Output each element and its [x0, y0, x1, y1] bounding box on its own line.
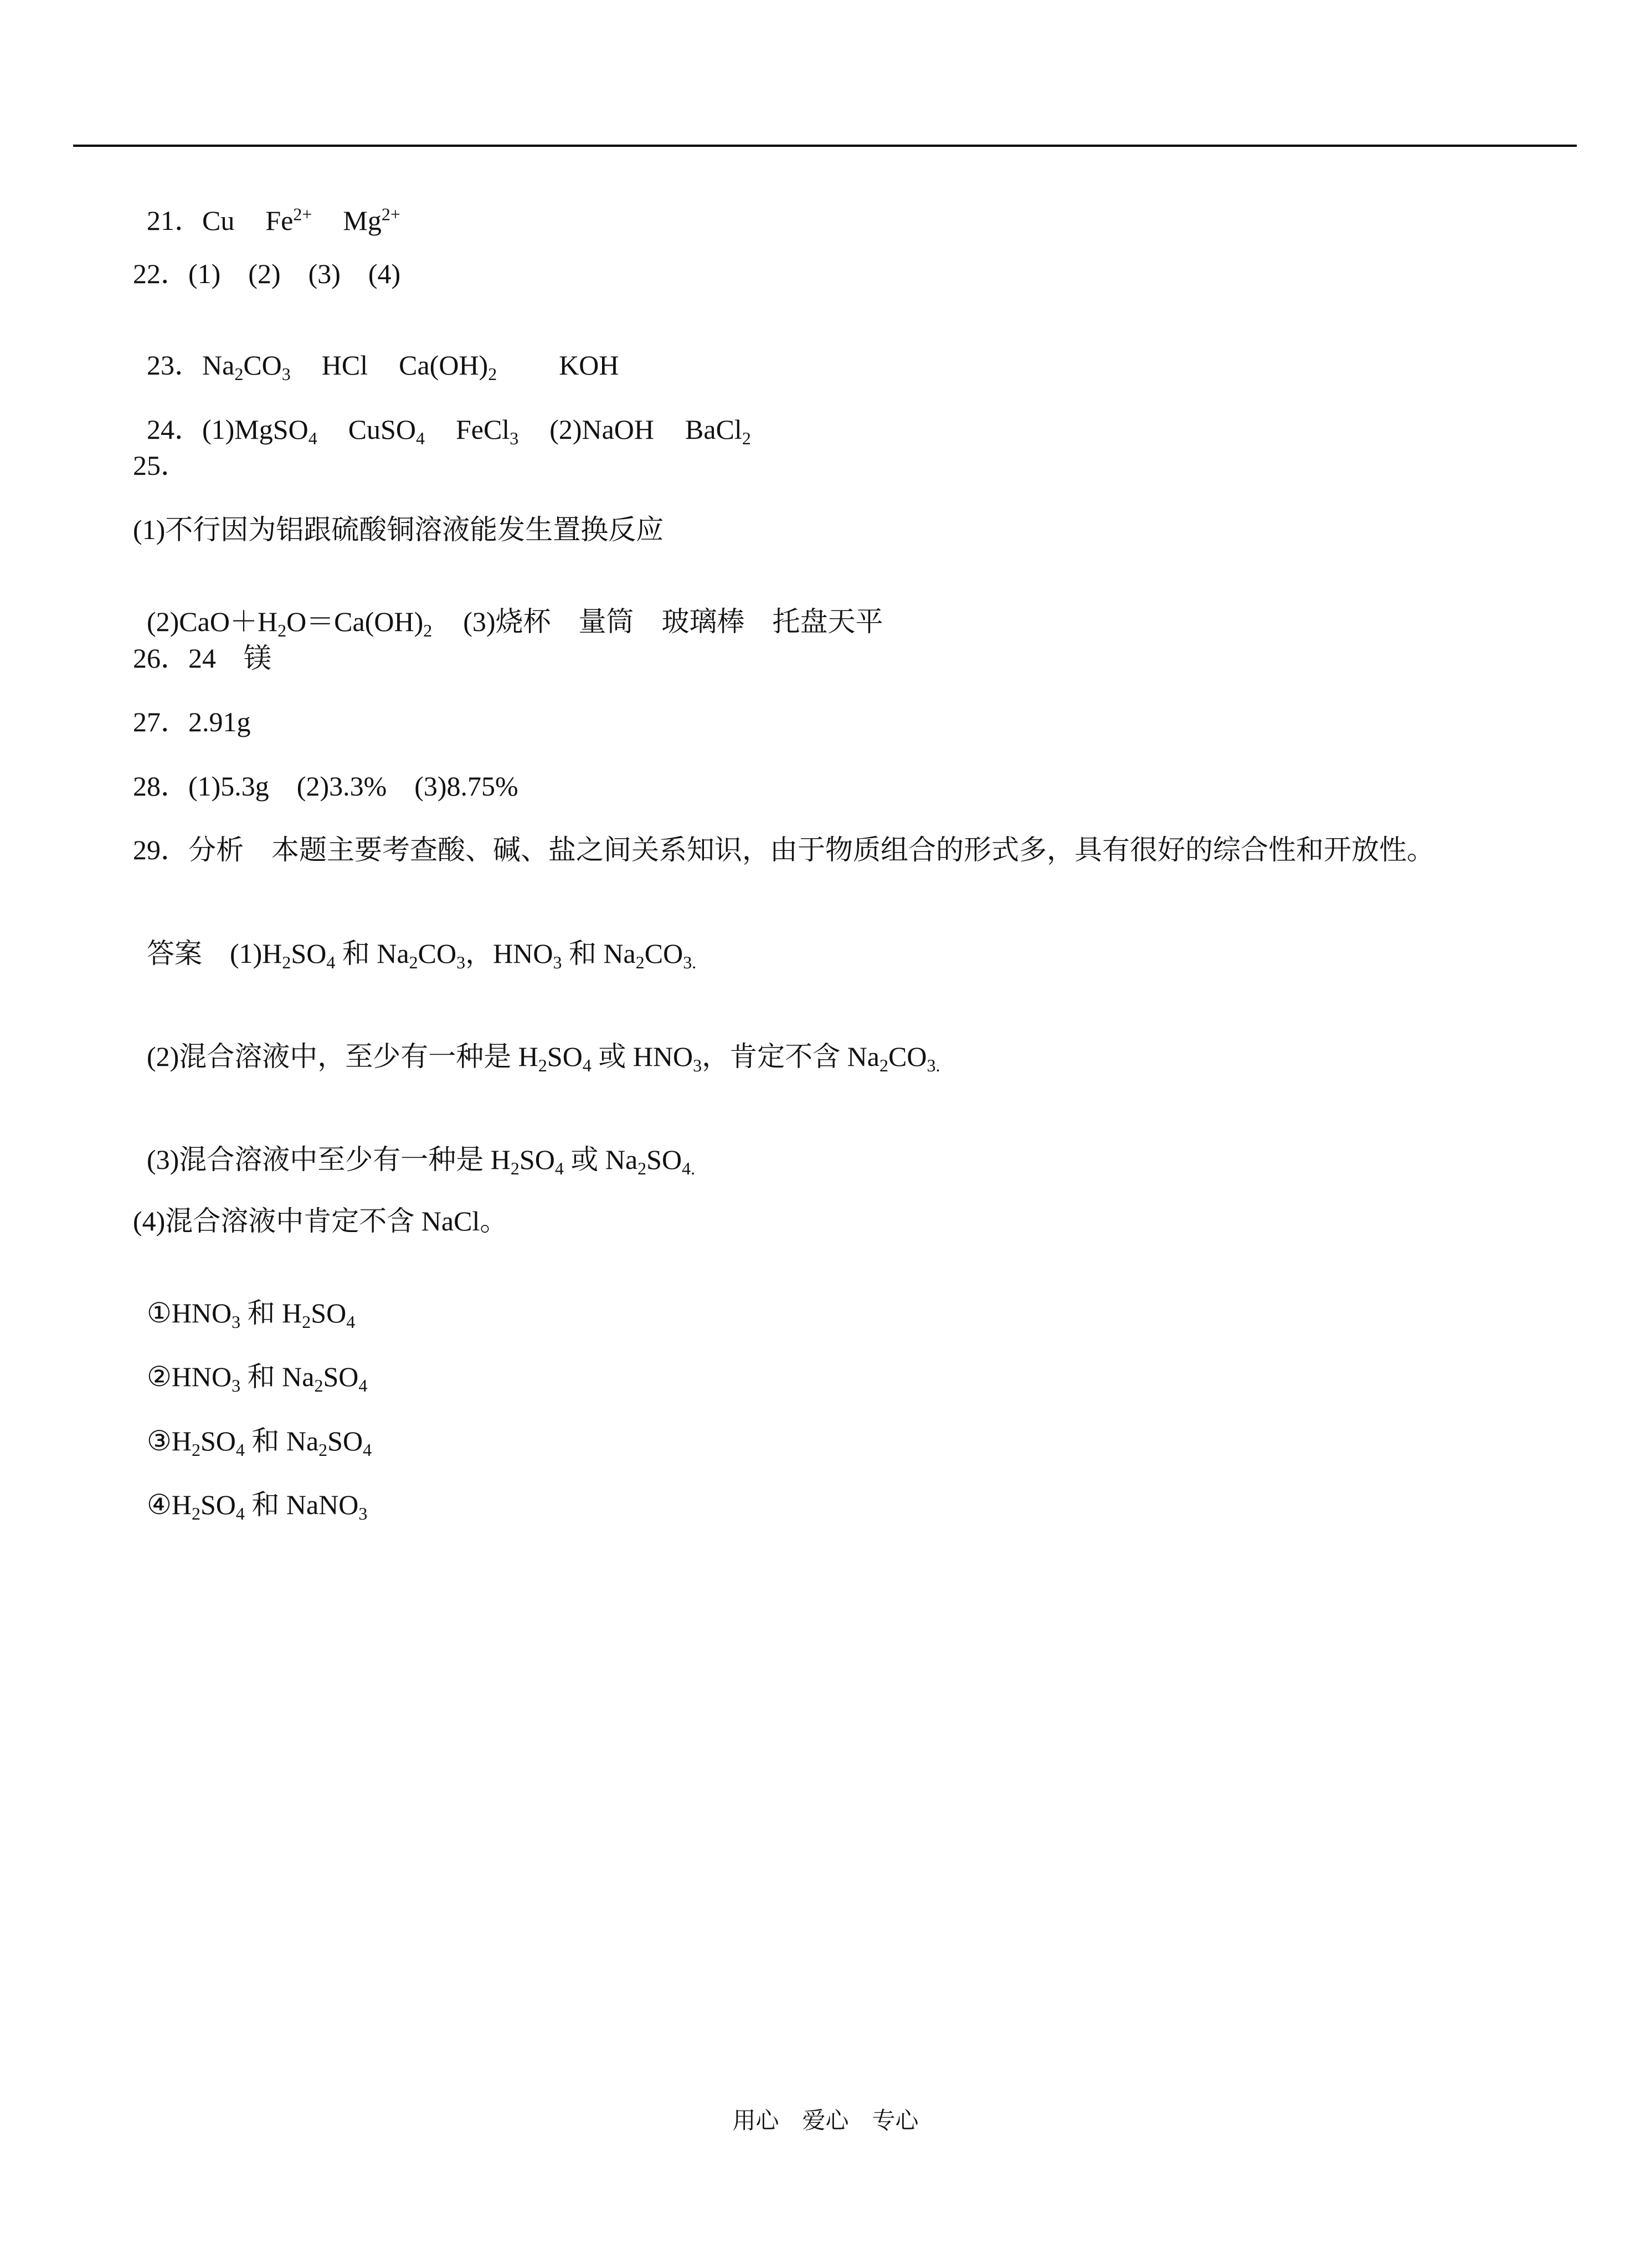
formula: HCl: [321, 350, 368, 381]
formula: ④H: [147, 1489, 192, 1520]
answer-25-part2: [133, 580, 883, 641]
formula: 或 Na: [563, 1144, 638, 1175]
formula: CuSO: [348, 414, 416, 445]
formula: 或 HNO: [591, 1041, 693, 1072]
formula: ①HNO: [147, 1297, 232, 1328]
page-footer: 用心 爱心 专心: [732, 2108, 919, 2134]
formula: 和 NaNO: [244, 1489, 359, 1520]
answer-text: 答案 (1)H: [147, 938, 282, 969]
subscript: 2: [635, 952, 645, 973]
answer-29-part3: [133, 1118, 696, 1179]
subscript: 3: [927, 1055, 936, 1076]
formula: SO: [291, 938, 327, 969]
answer-29-part4: (4)混合溶液中肯定不含 NaCl。: [133, 1205, 508, 1236]
answer-text: (2)混合溶液中，至少有一种是 H: [147, 1041, 538, 1072]
answer-29-option-4: [133, 1463, 368, 1524]
formula: 和 Na: [240, 1361, 315, 1392]
subscript: 2: [314, 1376, 323, 1396]
formula: 和 Na: [562, 938, 636, 969]
subscript: 2: [282, 952, 291, 973]
subscript: 2: [510, 1158, 520, 1179]
subscript: 4: [326, 952, 336, 973]
formula: SO: [646, 1144, 682, 1175]
subscript: 2: [742, 428, 751, 449]
subscript: 2: [191, 1440, 200, 1460]
formula: CO: [243, 350, 282, 381]
subscript: 3: [232, 1376, 241, 1396]
answer-27: 27．2.91g: [133, 706, 251, 737]
charge-superscript: 2+: [381, 204, 400, 224]
answer-24: [133, 388, 751, 449]
answer-text: (3)混合溶液中至少有一种是 H: [147, 1144, 511, 1175]
subscript: 3: [553, 952, 562, 973]
subscript: 2: [318, 1440, 328, 1460]
period: .: [692, 952, 697, 973]
formula: (1)MgSO: [202, 414, 308, 445]
answer-29-part1: [133, 912, 697, 973]
formula: ②HNO: [147, 1361, 232, 1392]
formula: SO: [323, 1361, 359, 1392]
header-rule: [73, 145, 1577, 147]
formula: SO: [200, 1425, 236, 1456]
formula: SO: [547, 1041, 583, 1072]
answer-25-number: 25．: [133, 450, 188, 481]
formula: FeCl: [455, 414, 510, 445]
subscript: 4: [358, 1376, 368, 1396]
answer-29-option-3: [133, 1399, 372, 1460]
formula: SO: [200, 1489, 236, 1520]
answer-number: 21．: [147, 205, 202, 236]
answer-29-option-2: [133, 1335, 368, 1396]
answer-text: Fe: [265, 205, 294, 236]
charge-superscript: 2+: [293, 204, 312, 224]
formula: SO: [327, 1425, 363, 1456]
answer-29-option-1: [133, 1271, 356, 1332]
subscript: 3: [232, 1312, 241, 1332]
subscript: 2: [423, 620, 433, 641]
answer-29-part2: [133, 1015, 940, 1076]
answer-29-analysis: 29．分析 本题主要考查酸、碱、盐之间关系知识，由于物质组合的形式多，具有很好的综合性和开放性。: [133, 834, 1434, 865]
answer-text: (3)烧杯 量筒 玻璃棒 托盘天平: [463, 606, 883, 637]
answer-21: [133, 179, 400, 234]
subscript: 4: [308, 428, 317, 449]
answer-number: 24．: [147, 414, 202, 445]
answer-23: [133, 324, 619, 384]
subscript: 2: [879, 1055, 888, 1076]
answer-text: Cu: [202, 205, 235, 236]
formula: O＝Ca(OH): [286, 606, 424, 637]
subscript: 4: [554, 1158, 564, 1179]
subscript: 2: [488, 364, 497, 384]
formula: 和 H: [240, 1297, 302, 1328]
answer-25-part1: (1)不行因为铝跟硫酸铜溶液能发生置换反应: [133, 514, 664, 545]
subscript: 3: [693, 1055, 702, 1076]
subscript: 2: [637, 1158, 647, 1179]
subscript: 4: [415, 428, 425, 449]
formula: ③H: [147, 1425, 192, 1456]
formula: BaCl: [685, 414, 742, 445]
formula: SO: [311, 1297, 347, 1328]
subscript: 3: [510, 428, 519, 449]
subscript: 2: [538, 1055, 547, 1076]
formula: (2)CaO＋H: [147, 606, 278, 637]
formula: CO: [888, 1041, 927, 1072]
formula: CO: [644, 938, 683, 969]
period: .: [935, 1055, 940, 1076]
subscript: 4: [582, 1055, 592, 1076]
subscript: 4: [682, 1158, 691, 1179]
subscript: 3: [358, 1504, 368, 1524]
formula: ，肯定不含 Na: [702, 1041, 879, 1072]
answer-26: 26．24 镁: [133, 643, 271, 674]
subscript: 3: [456, 952, 466, 973]
formula: 和 Na: [335, 938, 409, 969]
subscript: 4: [235, 1504, 245, 1524]
formula: KOH: [559, 350, 619, 381]
formula: 和 Na: [244, 1425, 319, 1456]
subscript: 3: [281, 364, 291, 384]
subscript: 2: [191, 1504, 200, 1524]
formula: ，HNO: [465, 938, 553, 969]
answer-text: Mg: [343, 205, 382, 236]
answer-22: 22．(1) (2) (3) (4): [133, 258, 401, 289]
subscript: 2: [409, 952, 418, 973]
answer-28: 28．(1)5.3g (2)3.3% (3)8.75%: [133, 771, 518, 802]
subscript: 2: [302, 1312, 311, 1332]
formula: CO: [418, 938, 457, 969]
subscript: 4: [346, 1312, 356, 1332]
answer-number: 23．: [147, 350, 202, 381]
formula: Ca(OH): [399, 350, 488, 381]
subscript: 3: [683, 952, 692, 973]
subscript: 4: [363, 1440, 372, 1460]
formula: SO: [519, 1144, 555, 1175]
subscript: 2: [277, 620, 287, 641]
formula: Na: [202, 350, 235, 381]
formula: (2)NaOH: [549, 414, 655, 445]
subscript: 2: [234, 364, 244, 384]
subscript: 4: [235, 1440, 245, 1460]
period: .: [691, 1158, 696, 1179]
